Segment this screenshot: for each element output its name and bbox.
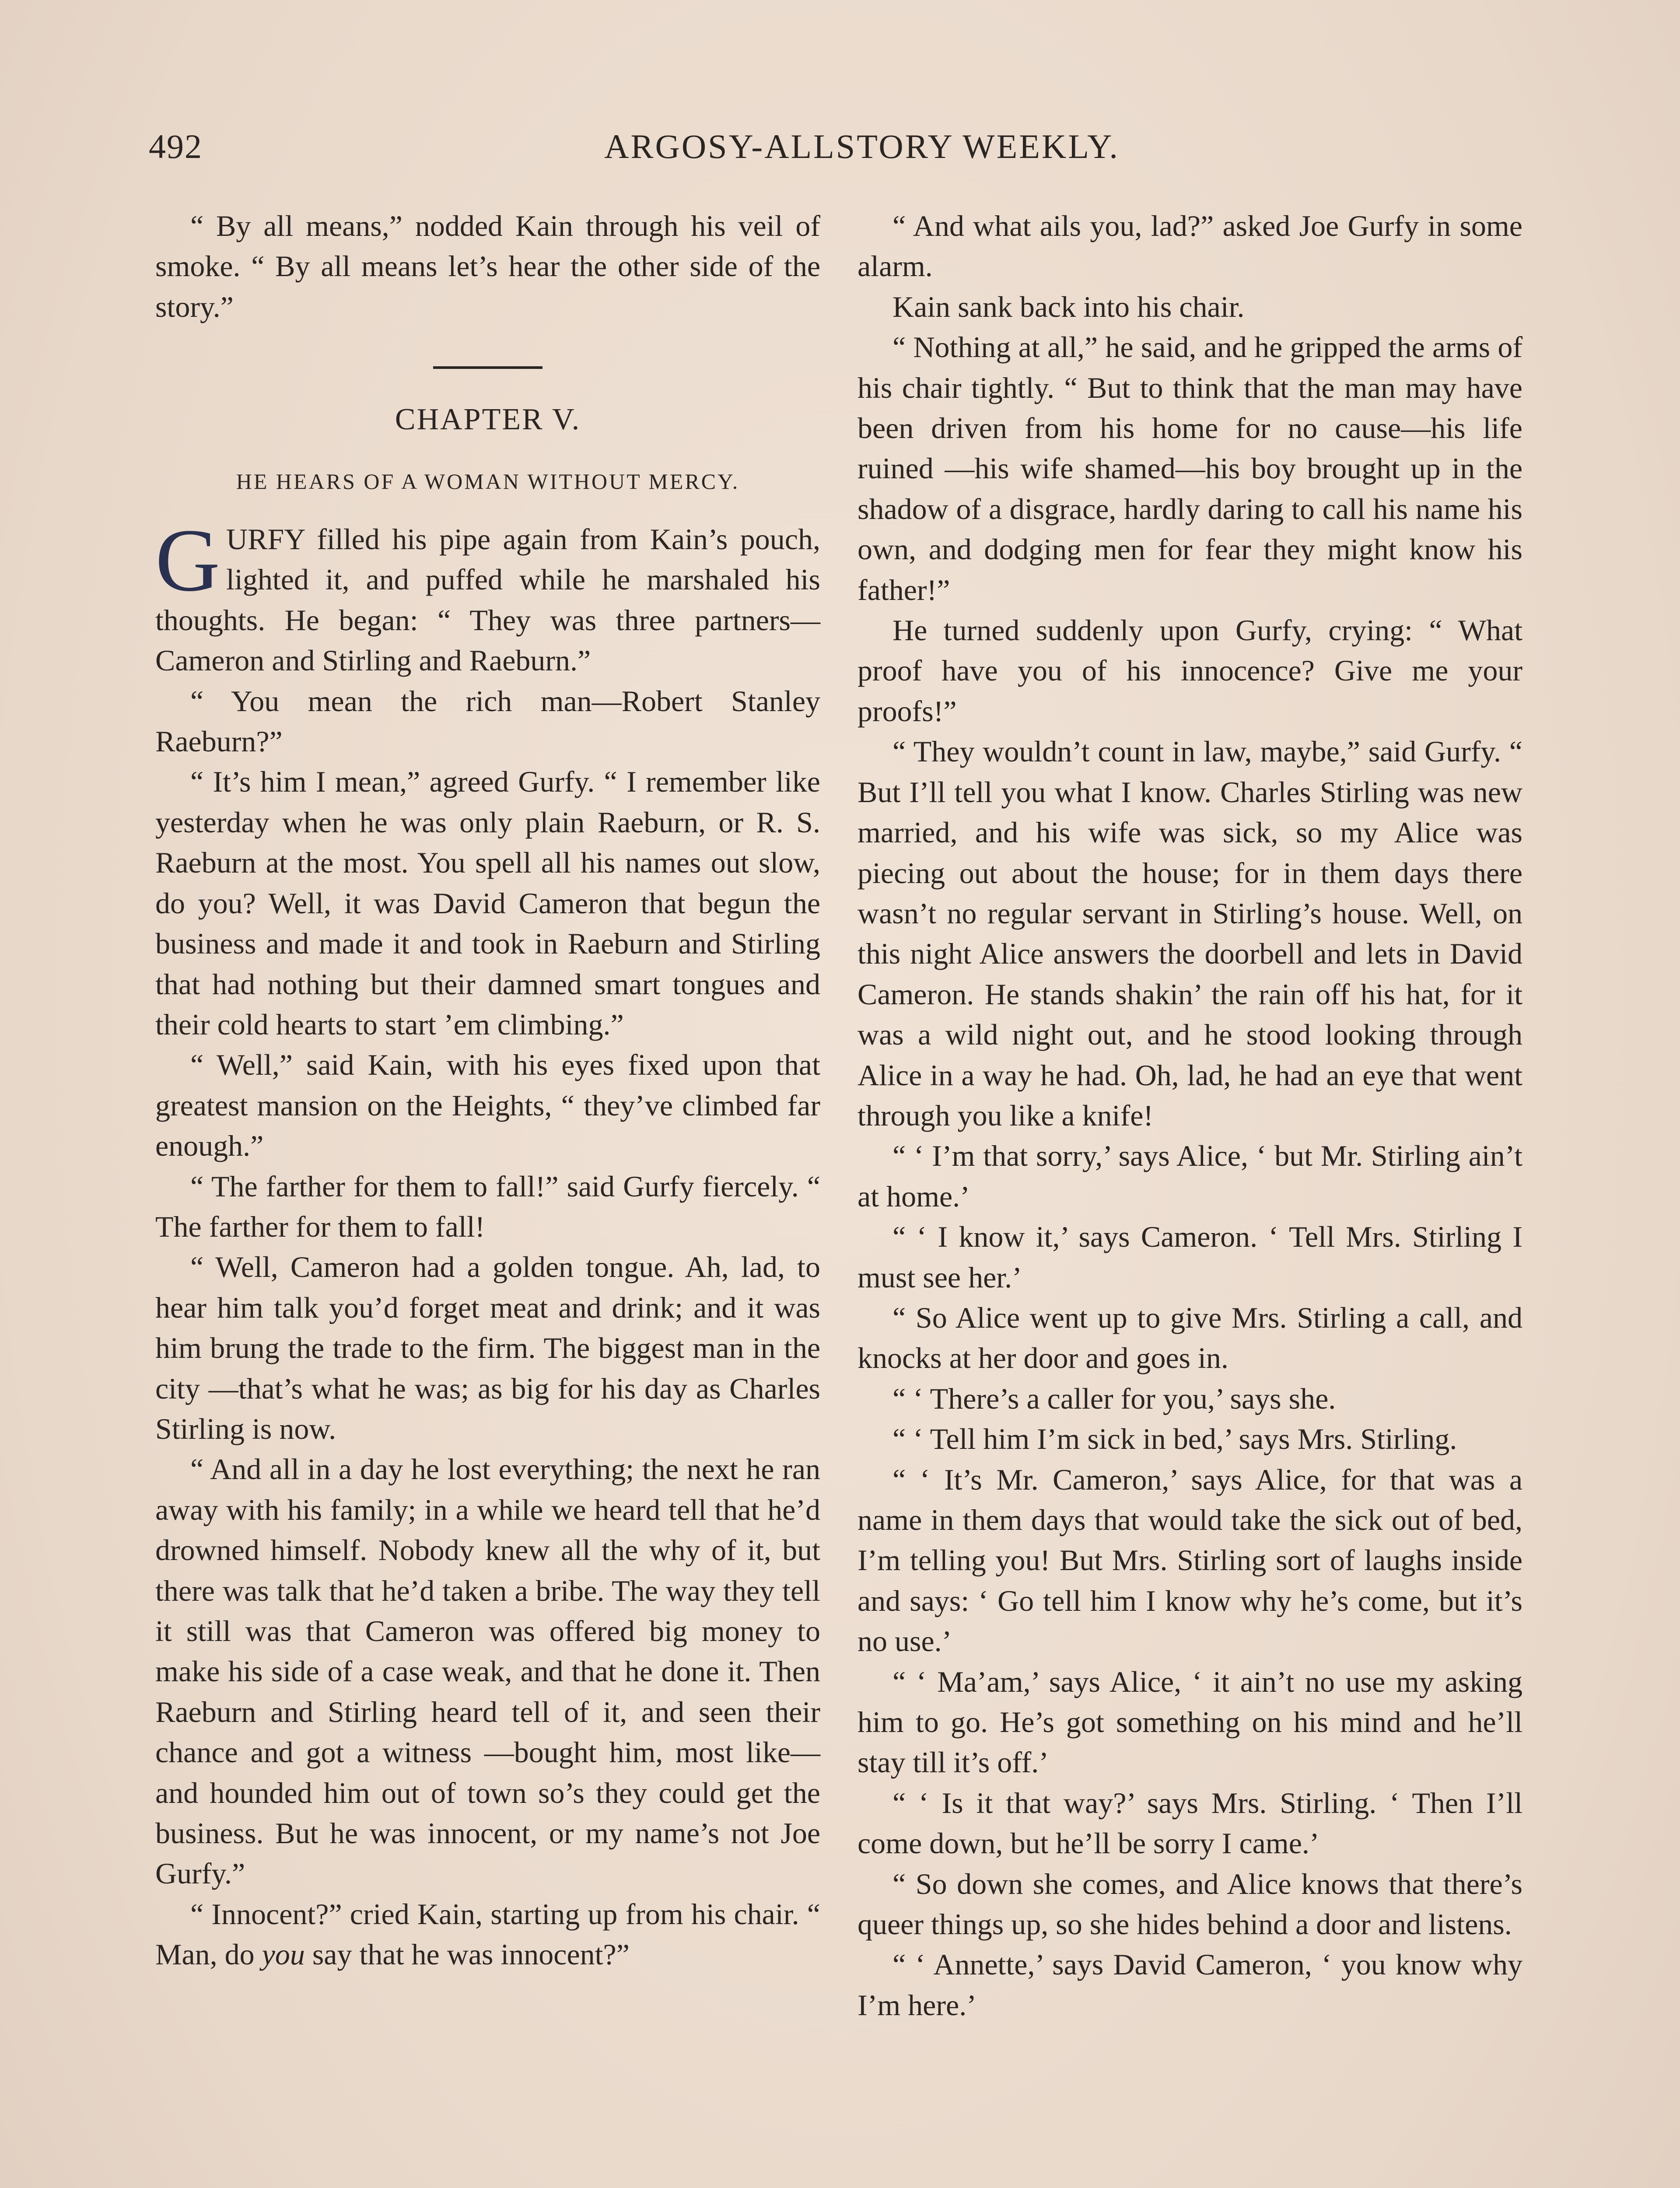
paragraph: “ ‘ There’s a caller for you,’ says she. — [892, 1382, 1336, 1415]
paragraph: “ By all means,” nodded Kain through his veil of smoke. “ By all means let’s hear the other side of the story.” — [155, 209, 820, 323]
paragraph: He turned suddenly upon Gurfy, crying: “ What proof have you of his innocence? Give me your proofs!” — [858, 614, 1522, 728]
paragraph: “ And what ails you, lad?” asked Joe Gurfy in some alarm. — [858, 209, 1522, 283]
drop-cap: G — [155, 511, 220, 610]
paragraph: “ ‘ It’s Mr. Cameron,’ says Alice, for that was a name in them days that would take the sick out of bed, I’m telling you! But Mrs. Stirling sort of laughs inside and says: ‘ Go tell him I know why he’s come, but it’s no use.’ — [858, 1462, 1522, 1658]
paragraph: “ It’s him I mean,” agreed Gurfy. “ I remember like yesterday when he was only plain Raeburn, or R. S. Raeburn at the most. You spell all his names out slow, do you? Well, it was David Cameron that begun the business and made it and took in Raeburn and Stirling that had nothing but their damned smart tongues and their cold hearts to start ’em climbing.” — [155, 765, 820, 1041]
chapter-subtitle: HE HEARS OF A WOMAN WITHOUT MERCY. — [236, 469, 740, 494]
paragraph: “ ‘ Is it that way?’ says Mrs. Stirling. ‘ Then I’ll come down, but he’ll be sorry I came.’ — [858, 1786, 1522, 1860]
paragraph: “ ‘ I’m that sorry,’ says Alice, ‘ but Mr. Stirling ain’t at home.’ — [858, 1139, 1522, 1213]
paragraph: “ They wouldn’t count in law, maybe,” said Gurfy. “ But I’ll tell you what I know. Charles Stirling was new married, and his wife was sick, so my Alice was piecing out about the house; for in them days there wasn’t no regular servant in Stirling’s house. Well, on this night Alice answers the doorbell and lets in David Cameron. He stands shakin’ the rain off his hat, for it was a wild night out, and he stood looking through Alice in a way he had. Oh, lad, he had an eye that went through you like a knife! — [858, 735, 1522, 1132]
paragraph: “ ‘ Tell him I’m sick in bed,’ says Mrs. Stirling. — [892, 1422, 1457, 1456]
emphasis-text: you — [262, 1938, 305, 1971]
section-divider — [433, 366, 542, 369]
page-header — [149, 127, 1575, 175]
chapter-opening-paragraph — [155, 511, 820, 681]
paragraph-text: “ Innocent?” cried Kain, starting up from his chair. “ Man, do — [155, 1897, 820, 1971]
paragraph: Kain sank back into his chair. — [892, 290, 1245, 323]
paragraph-text: URFY filled his pipe again from Kain’s pouch, lighted it, and puffed while he marshaled his thoughts. He began: “ They was three partners—Cameron and Stirling and Raeburn.” — [155, 522, 820, 677]
paragraph: “ The farther for them to fall!” said Gurfy fiercely. “ The farther for them to fall! — [155, 1169, 820, 1243]
right-column — [858, 206, 1522, 2025]
paragraph: “ Well,” said Kain, with his eyes fixed upon that greatest mansion on the Heights, “ they’ve climbed far enough.” — [155, 1048, 820, 1163]
paragraph: “ So down she comes, and Alice knows that there’s queer things up, so she hides behind a door and listens. — [858, 1867, 1522, 1941]
paragraph: “ ‘ Annette,’ says David Cameron, ‘ you know why I’m here.’ — [858, 1948, 1522, 2022]
paragraph: “ ‘ I know it,’ says Cameron. ‘ Tell Mrs. Stirling I must see her.’ — [858, 1220, 1522, 1294]
page-number: 492 — [149, 127, 203, 165]
paragraph: “ And all in a day he lost everything; the next he ran away with his family; in a while we heard tell that he’d drowned himself. Nobody knew all the why of it, but there was talk that he’d taken a bribe. The way they tell it still was that Cameron was offered big money to make his side of a case weak, and that he done it. Then Raeburn and Stirling heard tell of it, and seen their chance and got a witness —bought him, most like—and hounded him out of town so’s they could get the business. But he was innocent, or my name’s not Joe Gurfy.” — [155, 1452, 820, 1890]
paragraph: “ So Alice went up to give Mrs. Stirling a call, and knocks at her door and goes in. — [858, 1301, 1522, 1375]
paragraph: “ You mean the rich man—Robert Stanley Raeburn?” — [155, 684, 820, 758]
running-head: ARGOSY-ALLSTORY WEEKLY. — [604, 127, 1120, 165]
paragraph-text: say that he was innocent?” — [304, 1938, 630, 1971]
paragraph — [155, 1894, 820, 1975]
paragraph: “ ‘ Ma’am,’ says Alice, ‘ it ain’t no use my asking him to go. He’s got something on his mind and he’ll stay till it’s off.’ — [858, 1665, 1522, 1779]
paragraph: “ Well, Cameron had a golden tongue. Ah, lad, to hear him talk you’d forget meat and drink; and it was him brung the trade to the firm. The biggest man in the city —that’s what he was; as big for his day as Charles Stirling is now. — [155, 1250, 820, 1445]
paragraph: “ Nothing at all,” he said, and he gripped the arms of his chair tightly. “ But to think that the man may have been driven from his home for no cause—his life ruined —his wife shamed—his boy brought up in the shadow of a disgrace, hardly daring to call his name his own, and dodging men for fear they might know his father!” — [858, 330, 1522, 607]
left-column — [155, 206, 820, 1975]
chapter-title: CHAPTER V. — [395, 403, 581, 437]
